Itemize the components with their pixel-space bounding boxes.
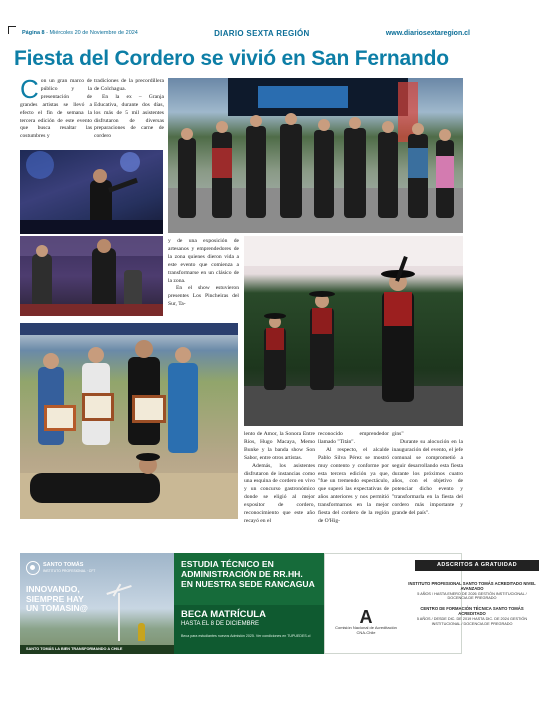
acred-1-title: INSTITUTO PROFESIONAL SANTO TOMÁS ACREDITADO NIVEL AVANZADO — [408, 581, 536, 591]
ad-offer-panel — [174, 553, 324, 654]
photo-performers — [20, 236, 163, 316]
cna-logo — [331, 608, 401, 636]
col-3-paragraph-1: y de una exposición de artesanos y emprendedores de la zona quienes dieron vida a este evento que comienza a transformarse en un clásico de la zona. — [168, 238, 239, 284]
photo-dancers — [244, 236, 463, 426]
article-col-3 — [168, 238, 239, 309]
paper-url[interactable]: www.diariosextaregion.cl — [385, 29, 470, 37]
drop-cap: C — [20, 74, 39, 104]
col-2-paragraph-2: En la ex – Granja Educativa, durante dos días, los más de 5 mil asistentes disfrutaron de diversas preparaciones de carne de cordero — [94, 93, 164, 140]
ad-headline: ESTUDIA TÉCNICO EN ADMINISTRACIÓN DE RR.HH. EN NUESTRA SEDE RANCAGUA — [181, 559, 315, 589]
article-col-6 — [392, 431, 463, 518]
cna-text: Comisión Nacional de Acreditación CNA-Chile — [335, 625, 397, 635]
photo-group-stage-art — [168, 78, 463, 233]
article-col-5 — [318, 431, 389, 526]
col-2-paragraph-1: tradiciones de la precordillera de Colchagua. — [94, 78, 164, 92]
ad-accreditation-text — [407, 582, 537, 626]
page-label: Página 8 — [22, 30, 45, 36]
photo-performers-art — [20, 236, 163, 316]
ad-slogan: INNOVANDO, SIEMPRE HAY UN TOMASIN@ — [26, 584, 88, 613]
ad-image-panel — [20, 553, 174, 654]
article-col-2 — [94, 78, 164, 141]
article-headline: Fiesta del Cordero se vivió en San Fernando — [14, 47, 449, 70]
col-6-paragraph-1: gins" — [392, 431, 404, 437]
santo-tomas-ad[interactable] — [20, 553, 536, 654]
col-1-text: on un gran marco de público y la presentación de grandes artistas se llevó a efecto el fin de semana la tercera edición de este evento que busca resaltar las costumbres y — [20, 78, 92, 140]
col-4-paragraph-1: lento de Amor, la Sonora Entre Ríos, Hugo Macaya, Memo Bunke y la banda show Son Sabor, entre otros artistas. — [244, 431, 315, 461]
photo-singer-stage — [20, 150, 163, 234]
wind-turbine-icon — [118, 593, 120, 641]
article-col-1 — [20, 74, 92, 141]
photo-award-winners-art — [20, 323, 238, 519]
ad-logo — [26, 561, 95, 575]
acred-2-detail: 5 AÑOS / DESDE DIC. DE 2019 HASTA DIC. DE 2024 GESTIÓN INSTITUCIONAL / DOCENCIA DE PREGRADO — [416, 616, 528, 626]
col-5-paragraph-2: Al respecto, el alcalde Pablo Silva Pérez se mostró muy contento y conforme por esta tercera edición ya que, "fue un tremendo espectáculo, que superó las expectativas de años anteriores y nos permitió transformarnos en la mejor fiesta del cordero de la región de O'Hig- — [318, 446, 389, 524]
photo-singer-stage-art — [20, 150, 163, 234]
photo-dancers-art — [244, 236, 463, 426]
photo-award-winners — [20, 323, 238, 519]
col-4-paragraph-2: Además, los asistentes disfrutaron de instancias como una esquina de cordero en vivo y un concurso gastronómico donde se eligió al mejor expositor de cordero, reconocimiento que este año recayó en el — [244, 462, 315, 524]
ad-logo-sub: INSTITUTO PROFESIONAL · CFT — [43, 569, 96, 573]
ad-accreditation-panel — [324, 553, 536, 654]
ad-logo-name: SANTO TOMÁS — [43, 562, 84, 568]
ad-footer: SANTO TOMÁS LA BIEN TRANSFORMANDO A CHILE — [20, 645, 174, 654]
acred-1-detail: 5 AÑOS / HASTA ENERO DE 2026 GESTIÓN INSTITUCIONAL / DOCENCIA DE PREGRADO — [417, 591, 527, 601]
issue-date: Miércoles 20 de Noviembre de 2024 — [49, 30, 138, 36]
acred-2-title: CENTRO DE FORMACIÓN TÉCNICA SANTO TOMÁS ACREDITADO — [420, 606, 524, 616]
santo-tomas-logo-icon — [26, 561, 40, 575]
ad-beca-title: BECA MATRÍCULA — [181, 609, 266, 620]
col-3-paragraph-2: En el show estuvieron presentes Los Pincheiras del Sur, Ta- — [168, 285, 239, 308]
ad-beca-conditions: Beca para estudiantes nuevos Admisión 2025. Ver condiciones en TUPUEDES.cl — [181, 634, 311, 638]
ad-gratuidad-badge: ADSCRITOS A GRATUIDAD — [415, 560, 539, 571]
cna-icon: A — [359, 607, 373, 627]
col-6-paragraph-2: Durante su alocución en la inauguración del evento, el jefe comunal se comprometió a seguir desarrollando esta fiesta durante los próximos cuatro años, con el objetivo de potenciar dicho evento y "transformarla en la fiesta del cordero más importante y grande del país". — [392, 438, 463, 517]
ad-beca-box — [174, 605, 324, 654]
ad-logo-text — [43, 562, 95, 574]
article-col-4 — [244, 431, 315, 526]
ad-student-figure — [138, 623, 145, 641]
paper-name: DIARIO SEXTA REGIÓN — [214, 28, 310, 38]
page-info: Página 8 - Miércoles 20 de Noviembre de 2024 — [22, 30, 138, 36]
col-5-paragraph-1: reconocido emprendedor llamado "Titán". — [318, 431, 389, 445]
photo-group-stage — [168, 78, 463, 233]
ad-beca-date: HASTA EL 8 DE DICIEMBRE — [181, 621, 260, 627]
page-header — [10, 26, 470, 40]
